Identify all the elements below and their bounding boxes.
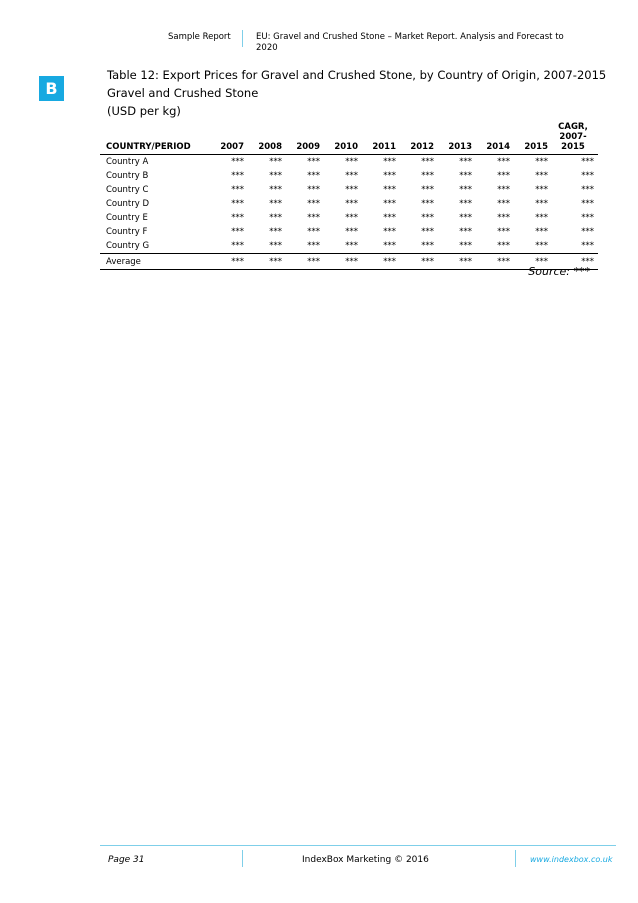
table-cell: ***	[459, 157, 472, 167]
table-cell: ***	[581, 241, 594, 251]
table-cell: ***	[307, 171, 320, 181]
row-label: Country D	[106, 199, 150, 209]
export-prices-table	[100, 118, 598, 270]
table-cell: ***	[307, 157, 320, 167]
table-cell: ***	[535, 241, 548, 251]
column-header: 2015	[514, 118, 552, 155]
table-cell: ***	[345, 157, 358, 167]
page-number: Page 31	[108, 855, 145, 865]
table-cell: ***	[421, 227, 434, 237]
table-cell: ***	[581, 199, 594, 209]
table-title: Table 12: Export Prices for Gravel and Crushed Stone, by Country of Origin, 2007-2015	[107, 68, 607, 82]
header-report-type: Sample Report	[168, 32, 231, 42]
table-cell: ***	[581, 185, 594, 195]
table-cell: ***	[286, 254, 324, 270]
table-cell: ***	[345, 199, 358, 209]
table-cell: ***	[421, 199, 434, 209]
table-cell: ***	[269, 227, 282, 237]
table-header-row	[100, 118, 598, 155]
footer-url-link[interactable]: www.indexbox.co.uk	[530, 855, 613, 864]
table-row	[100, 239, 598, 254]
table-cell: ***	[345, 185, 358, 195]
table-cell: ***	[248, 254, 286, 270]
column-header: 2010	[324, 118, 362, 155]
source-note: Source: ***	[528, 265, 590, 278]
table-cell: ***	[231, 241, 244, 251]
row-label: Country G	[106, 241, 150, 251]
table-cell: ***	[269, 213, 282, 223]
table-cell: ***	[307, 241, 320, 251]
table-cell: ***	[497, 157, 510, 167]
table-cell: ***	[581, 157, 594, 167]
table-cell: ***	[535, 185, 548, 195]
table-cell: ***	[552, 254, 598, 270]
table-cell: ***	[421, 171, 434, 181]
table-cell: ***	[459, 241, 472, 251]
table-cell: ***	[421, 157, 434, 167]
table-cell: ***	[421, 241, 434, 251]
table-cell: ***	[497, 241, 510, 251]
table-cell: ***	[459, 213, 472, 223]
table-subtitle: Gravel and Crushed Stone	[107, 86, 259, 100]
table-cell: ***	[383, 185, 396, 195]
table-cell: ***	[421, 213, 434, 223]
table-cell: ***	[497, 199, 510, 209]
column-header: 2009	[286, 118, 324, 155]
table-cell: ***	[438, 254, 476, 270]
row-label: Country A	[106, 157, 149, 167]
column-header: 2011	[362, 118, 400, 155]
row-label: Country F	[106, 227, 148, 237]
column-header: 2013	[438, 118, 476, 155]
table-row	[100, 225, 598, 239]
table-cell: ***	[269, 199, 282, 209]
table-cell: ***	[383, 157, 396, 167]
table-cell: ***	[459, 171, 472, 181]
table-row	[100, 211, 598, 225]
table-cell: ***	[307, 213, 320, 223]
table-cell: ***	[324, 254, 362, 270]
table-cell: ***	[383, 227, 396, 237]
table-cell: ***	[231, 213, 244, 223]
table-cell: ***	[231, 199, 244, 209]
row-label: Country C	[106, 185, 149, 195]
table-cell: ***	[383, 199, 396, 209]
row-label: Average	[100, 254, 210, 270]
table-row	[100, 155, 598, 170]
table-cell: ***	[269, 157, 282, 167]
column-header: 2014	[476, 118, 514, 155]
header-divider	[242, 30, 243, 47]
table-cell: ***	[231, 185, 244, 195]
table-row	[100, 183, 598, 197]
table-cell: ***	[345, 213, 358, 223]
table-cell: ***	[459, 199, 472, 209]
column-header: 2012	[400, 118, 438, 155]
row-label: Country E	[106, 213, 148, 223]
table-cell: ***	[307, 185, 320, 195]
table-units: (USD per kg)	[107, 104, 181, 118]
table-cell: ***	[581, 227, 594, 237]
column-header: CAGR, 2007-2015	[552, 118, 598, 155]
table-cell: ***	[581, 171, 594, 181]
table-cell: ***	[383, 241, 396, 251]
table-caption	[107, 66, 606, 120]
table-cell: ***	[535, 171, 548, 181]
row-label: Country B	[106, 171, 149, 181]
column-header: 2008	[248, 118, 286, 155]
table-cell: ***	[345, 227, 358, 237]
table-cell: ***	[307, 227, 320, 237]
average-row	[100, 254, 598, 270]
footer-divider	[242, 850, 243, 867]
table-cell: ***	[459, 227, 472, 237]
table-cell: ***	[269, 241, 282, 251]
section-badge: B	[39, 76, 64, 101]
table-row	[100, 169, 598, 183]
table-cell: ***	[535, 199, 548, 209]
table-cell: ***	[497, 171, 510, 181]
table-cell: ***	[345, 241, 358, 251]
table-cell: ***	[345, 171, 358, 181]
table-cell: ***	[383, 213, 396, 223]
table-cell: ***	[535, 227, 548, 237]
footer-rule	[100, 845, 616, 846]
table-cell: ***	[497, 227, 510, 237]
table-cell: ***	[307, 199, 320, 209]
table-cell: ***	[231, 157, 244, 167]
table-cell: ***	[459, 185, 472, 195]
table-cell: ***	[581, 213, 594, 223]
table-cell: ***	[400, 254, 438, 270]
table-cell: ***	[497, 185, 510, 195]
table-cell: ***	[269, 185, 282, 195]
table-cell: ***	[362, 254, 400, 270]
table-cell: ***	[269, 171, 282, 181]
table-cell: ***	[476, 254, 514, 270]
table-cell: ***	[383, 171, 396, 181]
table-cell: ***	[421, 185, 434, 195]
header-report-title: EU: Gravel and Crushed Stone – Market Report. Analysis and Forecast to 2020	[256, 32, 564, 53]
table-row	[100, 197, 598, 211]
footer-divider	[515, 850, 516, 867]
table-cell: ***	[514, 254, 552, 270]
column-header: COUNTRY/PERIOD	[100, 118, 210, 155]
footer-company: IndexBox Marketing © 2016	[302, 855, 429, 865]
table-cell: ***	[210, 254, 248, 270]
table-cell: ***	[231, 171, 244, 181]
column-header: 2007	[210, 118, 248, 155]
table-cell: ***	[535, 157, 548, 167]
table-cell: ***	[497, 213, 510, 223]
table-cell: ***	[535, 213, 548, 223]
table-cell: ***	[231, 227, 244, 237]
